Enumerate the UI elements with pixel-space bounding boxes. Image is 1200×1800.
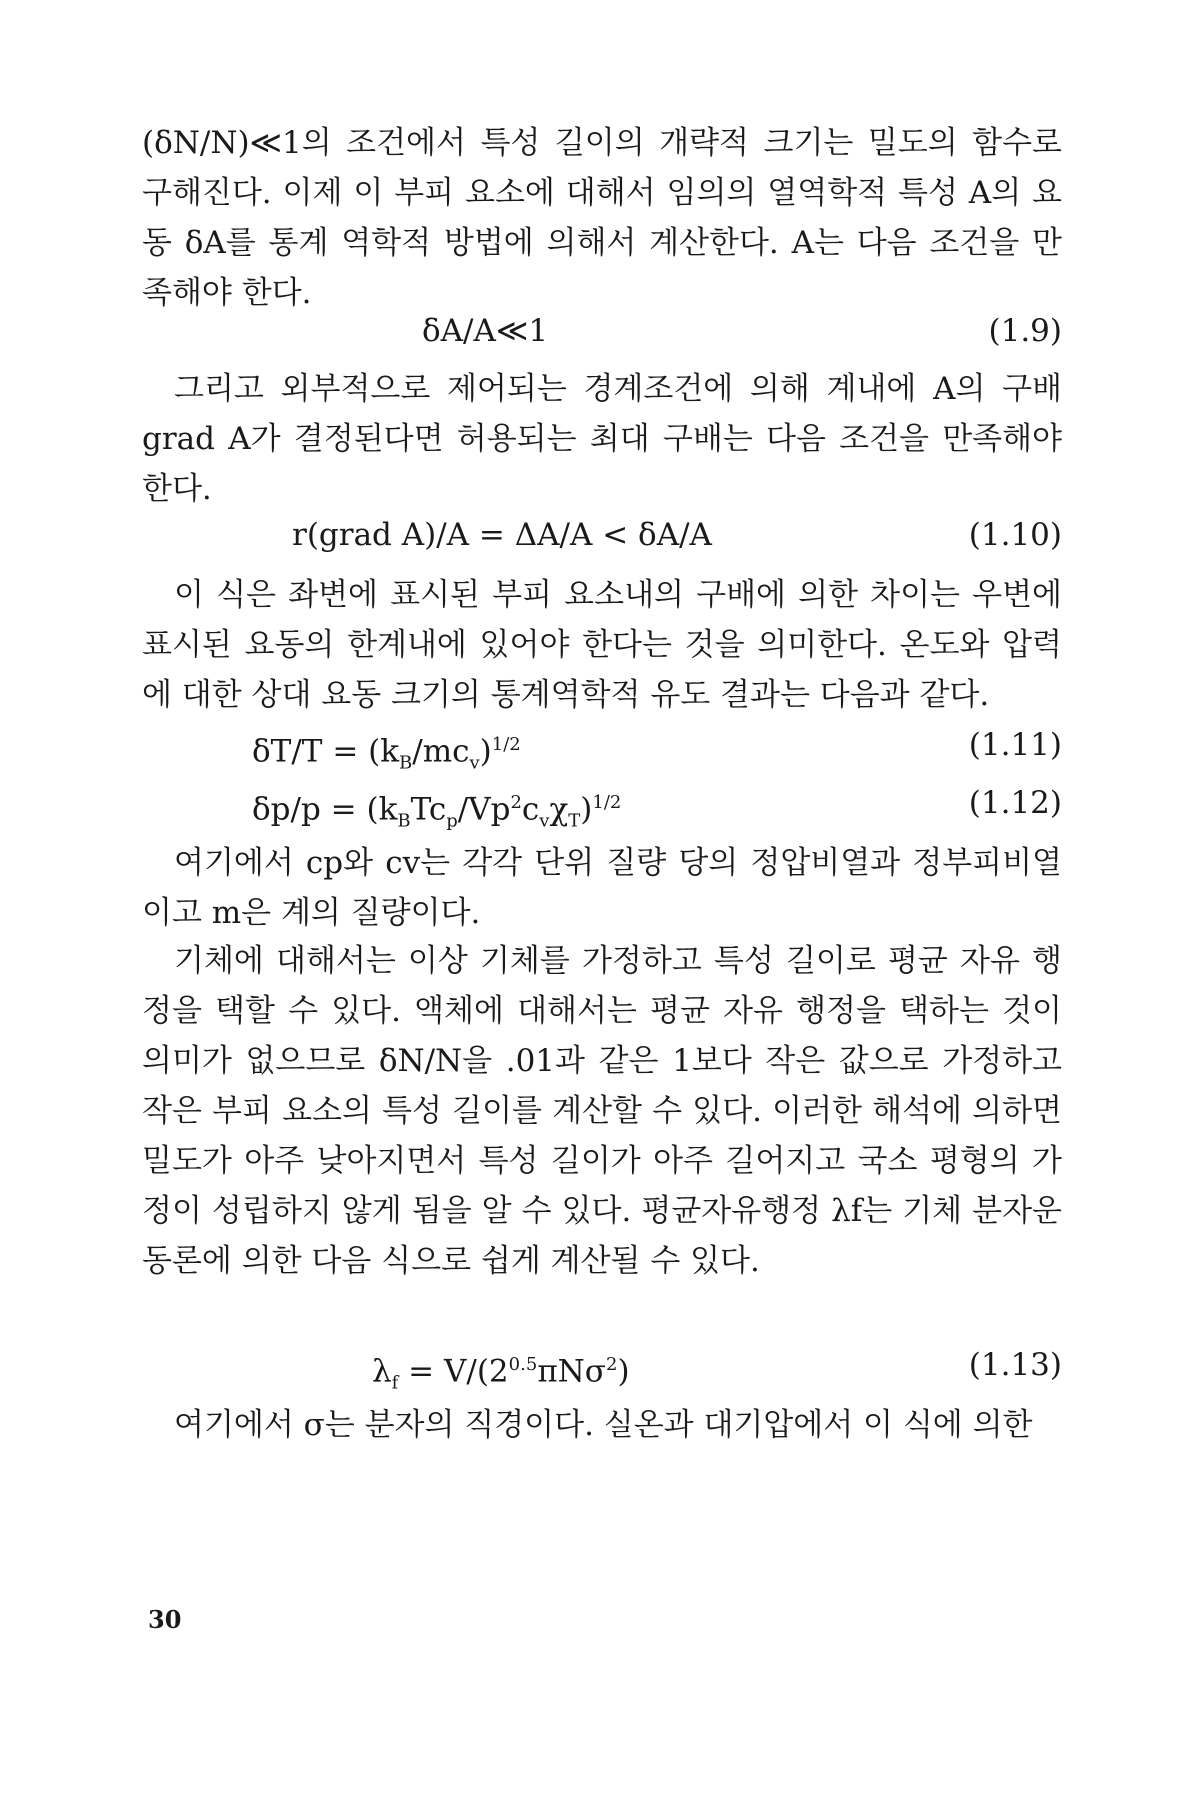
equation-1-10 [142, 510, 1062, 560]
equation-1-9 [142, 306, 1062, 356]
equation-1-13 [142, 1340, 1062, 1394]
paragraph-6: 여기에서 σ는 분자의 직경이다. 실온과 대기압에서 이 식에 의한 [174, 1407, 1033, 1443]
equation-1-12-number: (1.12) [968, 785, 1062, 821]
equation-1-10-expression: r(grad A)/A = ΔA/A < δA/A [292, 517, 712, 553]
equation-1-13-number: (1.13) [968, 1347, 1062, 1383]
equation-1-12 [142, 778, 1062, 832]
page-number: 30 [148, 1605, 182, 1634]
paragraph-3: 이 식은 좌변에 표시된 부피 요소내의 구배에 의한 차이는 우변에 표시된 요동의 한계내에 있어야 한다는 것을 의미한다. 온도와 압력에 대한 상대 요동 크기의 통계역학적 유도 결과는 다음과 같다. [142, 577, 1062, 713]
equation-1-11-expression: $\delta T/T = (k_B/mc_v)^{1/2}$ [252, 733, 521, 774]
equation-1-9-number: (1.9) [988, 313, 1062, 349]
paragraph-4: 여기에서 cp와 cv는 각각 단위 질량 당의 정압비열과 정부피비열이고 m은 계의 질량이다. [142, 845, 1062, 931]
paragraph-1: (δN/N)≪1의 조건에서 특성 길이의 개략적 크기는 밀도의 함수로 구해진다. 이제 이 부피 요소에 대해서 임의의 열역학적 특성 A의 요동 δA를 통계 역학적 방법에 의해서 계산한다. A는 다음 조건을 만족해야 한다. [142, 125, 1062, 311]
paragraph-2: 그리고 외부적으로 제어되는 경계조건에 의해 계내에 A의 구배 grad A가 결정된다면 허용되는 최대 구배는 다음 조건을 만족해야 한다. [142, 371, 1062, 507]
equation-1-10-number: (1.10) [968, 517, 1062, 553]
equation-1-12-expression: $\delta p/p = (k_BTc_p/Vp^2c_v\chi_T)^{1/2}$ [252, 791, 622, 832]
equation-1-9-expression: δA/A≪1 [422, 313, 549, 349]
equation-1-11-number: (1.11) [968, 727, 1062, 763]
paragraph-5: 기체에 대해서는 이상 기체를 가정하고 특성 길이로 평균 자유 행정을 택할 수 있다. 액체에 대해서는 평균 자유 행정을 택하는 것이 의미가 없으므로 δN/N을 .01과 같은 1보다 작은 값으로 가정하고 작은 부피 요소의 특성 길이를 계산할 수 있다. 이러한 해석에 의하면 밀도가 아주 낮아지면서 특성 길이가 아주 길어지고 국소 평형의 가정이 성립하지 않게 됨을 알 수 있다. 평균자유행정 λf는 기체 분자운동론에 의한 다음 식으로 쉽게 계산될 수 있다. [142, 943, 1062, 1279]
equation-1-13-expression: $\lambda_f = V/(2^{0.5}\pi N\sigma^2)$ [372, 1353, 630, 1394]
equation-1-11 [142, 720, 1062, 774]
